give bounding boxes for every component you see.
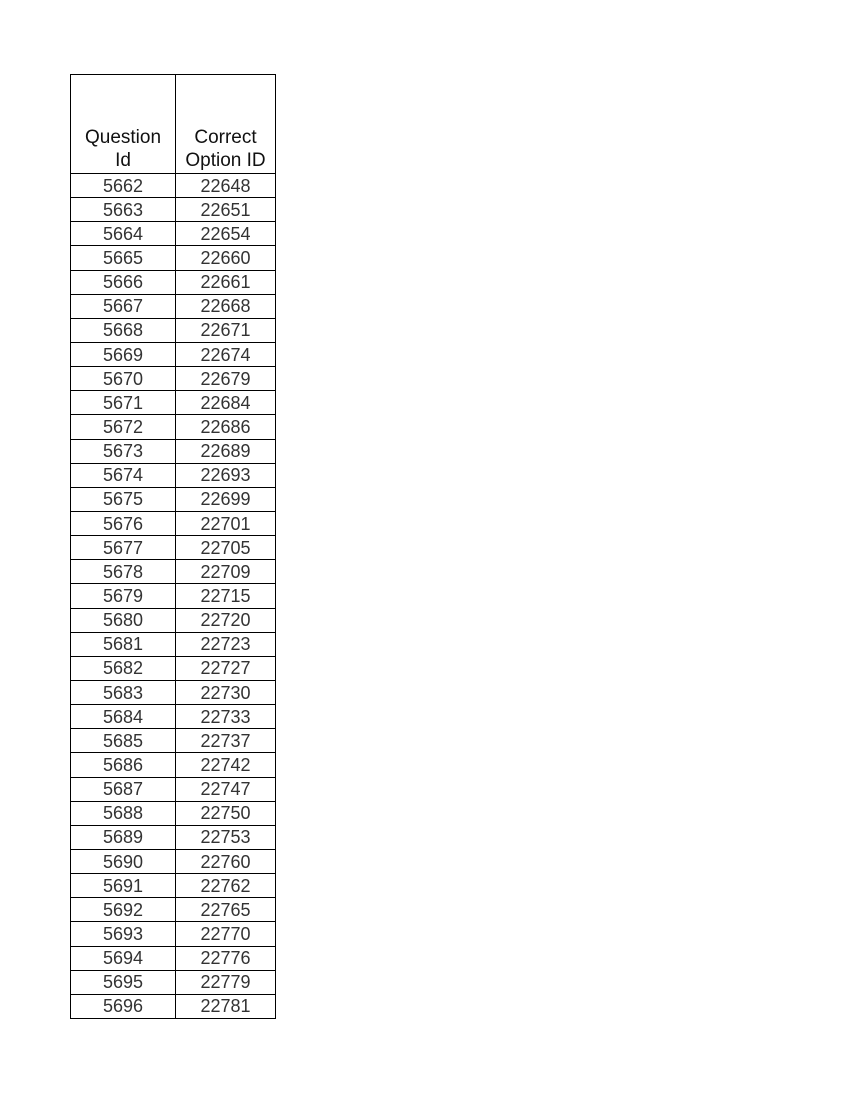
header-line: Correct	[194, 127, 257, 148]
question-id-cell: 5665	[71, 246, 176, 270]
table-row	[71, 898, 276, 922]
table-row	[71, 632, 276, 656]
question-id-cell: 5666	[71, 270, 176, 294]
question-id-cell: 5688	[71, 801, 176, 825]
correct-option-id-cell: 22654	[176, 222, 276, 246]
question-id-cell: 5691	[71, 874, 176, 898]
table-row	[71, 874, 276, 898]
correct-option-id-cell: 22671	[176, 318, 276, 342]
table-row	[71, 294, 276, 318]
table-row	[71, 318, 276, 342]
correct-option-id-cell: 22742	[176, 753, 276, 777]
correct-option-id-cell: 22661	[176, 270, 276, 294]
correct-option-id-cell: 22753	[176, 825, 276, 849]
question-id-cell: 5678	[71, 560, 176, 584]
table-row	[71, 946, 276, 970]
correct-option-id-cell: 22720	[176, 608, 276, 632]
correct-option-id-cell: 22727	[176, 656, 276, 680]
correct-option-id-cell: 22730	[176, 680, 276, 704]
table-row	[71, 487, 276, 511]
correct-option-id-cell: 22705	[176, 536, 276, 560]
table-row	[71, 198, 276, 222]
correct-option-id-cell: 22765	[176, 898, 276, 922]
table-row	[71, 560, 276, 584]
header-line: Question	[84, 127, 162, 148]
correct-option-id-cell: 22760	[176, 849, 276, 873]
answer-key-sheet	[70, 74, 276, 1019]
correct-option-id-cell: 22660	[176, 246, 276, 270]
table-row	[71, 511, 276, 535]
correct-option-id-cell: 22723	[176, 632, 276, 656]
answer-key-table	[70, 74, 276, 1019]
question-id-cell: 5689	[71, 825, 176, 849]
question-id-cell: 5687	[71, 777, 176, 801]
question-id-cell: 5674	[71, 463, 176, 487]
correct-option-id-cell: 22770	[176, 922, 276, 946]
question-id-cell: 5668	[71, 318, 176, 342]
question-id-cell: 5679	[71, 584, 176, 608]
question-id-cell: 5694	[71, 946, 176, 970]
correct-option-id-cell: 22674	[176, 342, 276, 366]
question-id-cell: 5681	[71, 632, 176, 656]
question-id-cell: 5663	[71, 198, 176, 222]
table-row	[71, 922, 276, 946]
table-row	[71, 367, 276, 391]
correct-option-id-cell: 22709	[176, 560, 276, 584]
question-id-cell: 5667	[71, 294, 176, 318]
correct-option-id-cell: 22686	[176, 415, 276, 439]
question-id-cell: 5673	[71, 439, 176, 463]
correct-option-id-cell: 22651	[176, 198, 276, 222]
table-row	[71, 222, 276, 246]
question-id-cell: 5676	[71, 511, 176, 535]
header-row	[71, 75, 276, 174]
correct-option-id-cell: 22668	[176, 294, 276, 318]
correct-option-id-cell: 22733	[176, 705, 276, 729]
table-row	[71, 994, 276, 1018]
correct-option-id-cell: 22684	[176, 391, 276, 415]
table-row	[71, 729, 276, 753]
table-row	[71, 463, 276, 487]
correct-option-id-cell: 22648	[176, 174, 276, 198]
table-row	[71, 777, 276, 801]
table-row	[71, 342, 276, 366]
table-row	[71, 584, 276, 608]
table-row	[71, 680, 276, 704]
question-id-cell: 5680	[71, 608, 176, 632]
question-id-cell: 5693	[71, 922, 176, 946]
question-id-cell: 5685	[71, 729, 176, 753]
correct-option-id-cell: 22715	[176, 584, 276, 608]
question-id-cell: 5671	[71, 391, 176, 415]
correct-option-id-cell: 22781	[176, 994, 276, 1018]
table-row	[71, 439, 276, 463]
table-row	[71, 536, 276, 560]
question-id-cell: 5682	[71, 656, 176, 680]
table-header	[71, 75, 276, 174]
table-row	[71, 246, 276, 270]
table-row	[71, 608, 276, 632]
question-id-cell: 5684	[71, 705, 176, 729]
correct-option-id-cell: 22701	[176, 511, 276, 535]
question-id-cell: 5692	[71, 898, 176, 922]
question-id-cell: 5677	[71, 536, 176, 560]
question-id-cell: 5683	[71, 680, 176, 704]
question-id-cell: 5664	[71, 222, 176, 246]
correct-option-id-cell: 22779	[176, 970, 276, 994]
table-row	[71, 174, 276, 198]
table-row	[71, 970, 276, 994]
question-id-cell: 5670	[71, 367, 176, 391]
question-id-cell: 5669	[71, 342, 176, 366]
question-id-cell: 5695	[71, 970, 176, 994]
table-row	[71, 753, 276, 777]
correct-option-id-cell: 22747	[176, 777, 276, 801]
table-row	[71, 656, 276, 680]
table-row	[71, 705, 276, 729]
correct-option-id-cell: 22689	[176, 439, 276, 463]
table-row	[71, 849, 276, 873]
table-row	[71, 391, 276, 415]
question-id-cell: 5662	[71, 174, 176, 198]
question-id-cell: 5675	[71, 487, 176, 511]
question-id-cell: 5696	[71, 994, 176, 1018]
question-id-cell: 5672	[71, 415, 176, 439]
header-line: Option ID	[185, 150, 266, 171]
correct-option-id-cell: 22699	[176, 487, 276, 511]
table-row	[71, 270, 276, 294]
correct-option-id-cell: 22737	[176, 729, 276, 753]
table-body	[71, 174, 276, 1019]
correct-option-id-cell: 22693	[176, 463, 276, 487]
column-header-correct-option-id	[176, 75, 276, 174]
header-line: Id	[115, 150, 131, 171]
correct-option-id-cell: 22762	[176, 874, 276, 898]
correct-option-id-cell: 22776	[176, 946, 276, 970]
correct-option-id-cell: 22679	[176, 367, 276, 391]
question-id-cell: 5686	[71, 753, 176, 777]
question-id-cell: 5690	[71, 849, 176, 873]
table-row	[71, 415, 276, 439]
table-row	[71, 825, 276, 849]
correct-option-id-cell: 22750	[176, 801, 276, 825]
table-row	[71, 801, 276, 825]
column-header-question-id	[71, 75, 176, 174]
